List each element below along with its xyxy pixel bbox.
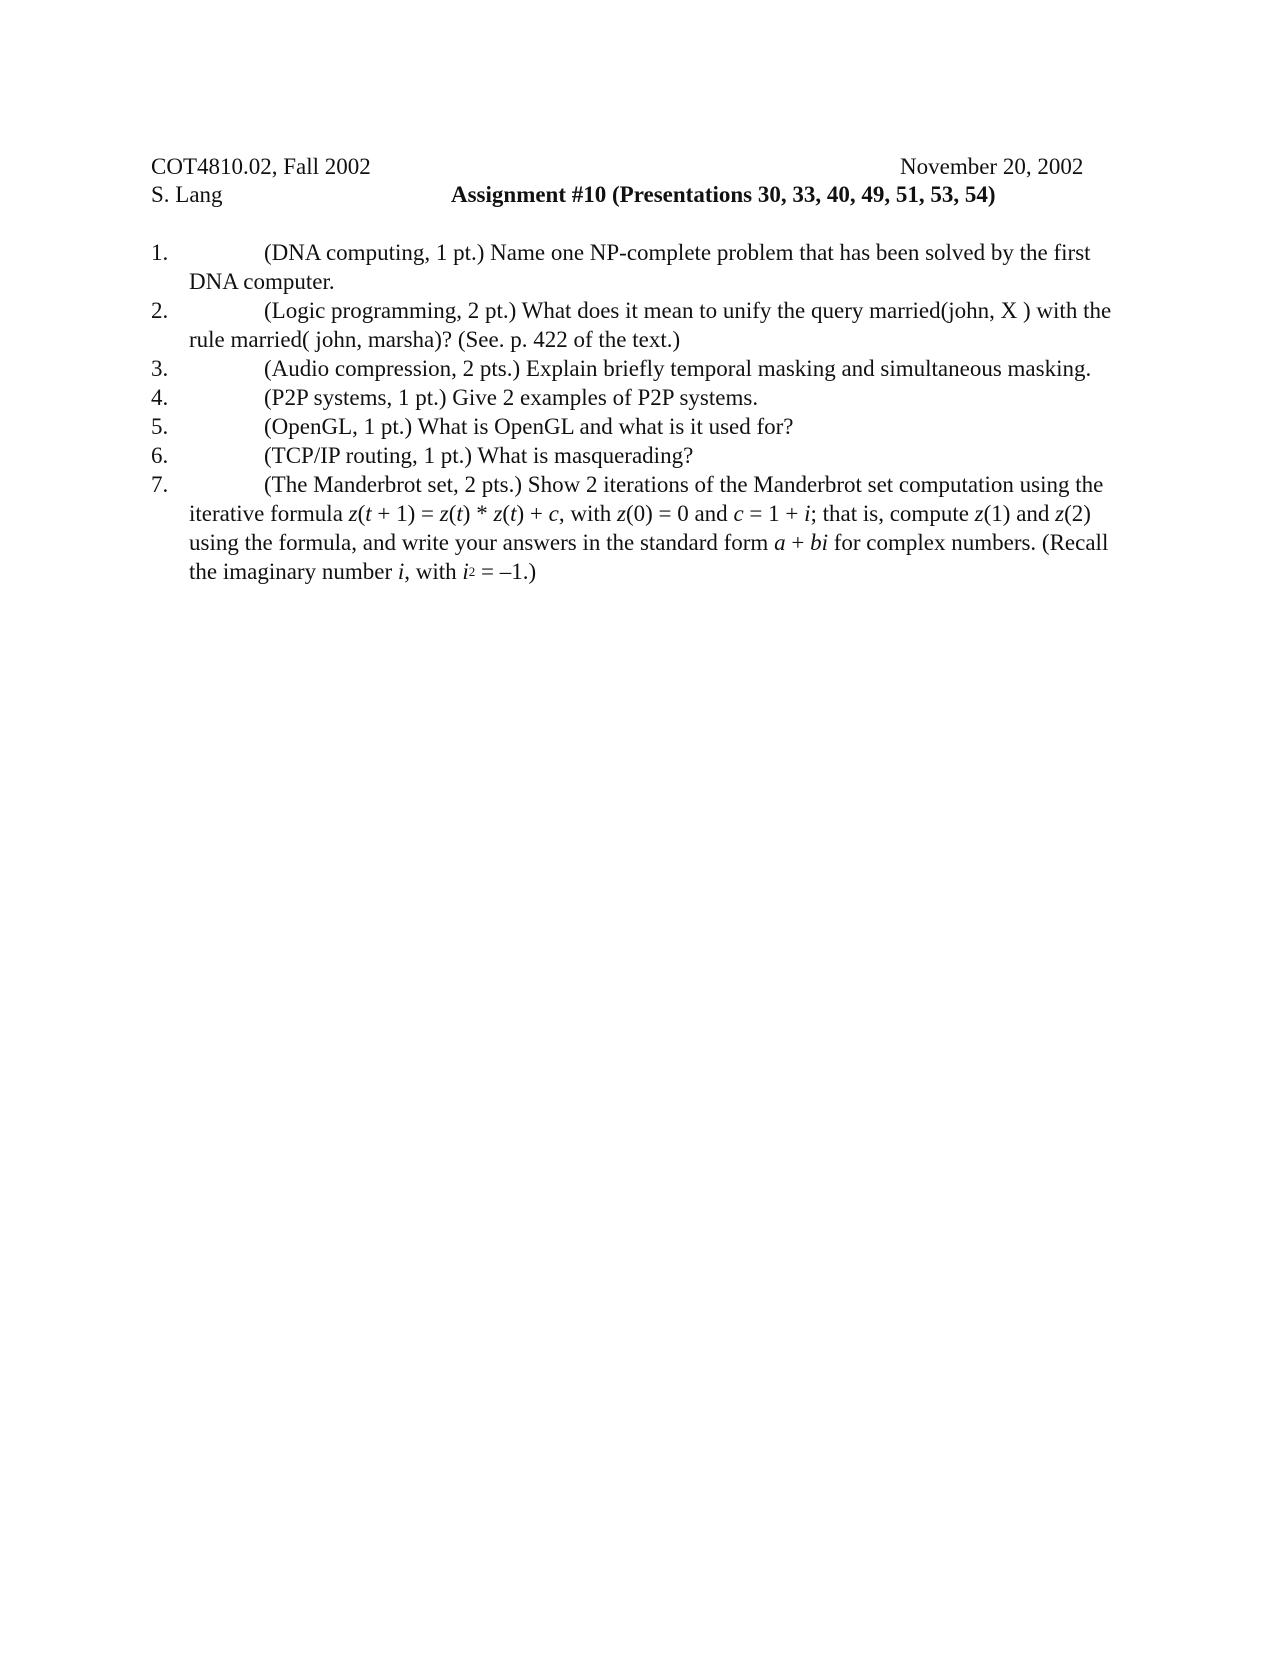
question-text: (The Manderbrot set, 2 pts.) Show 2 iterations of the Manderbrot set computation using the iterative formula z(t + 1) = z(t) * z(t) + c, with z(0) = 0 and c = 1 + i; that is, compute z(1) and z(2) using the formula, and write your answers in the standard form a + bi for complex numbers. (Recall the imaginary number i, with $i^2 = -1$.) xyxy=(189,472,1109,584)
question-text: (TCP/IP routing, 1 pt.) What is masquerading? xyxy=(264,443,694,468)
question-item xyxy=(151,470,1131,586)
date-label: November 20, 2002 xyxy=(900,154,1084,179)
question-text: (DNA computing, 1 pt.) Name one NP-complete problem that has been solved by the first DNA computer. xyxy=(189,240,1091,294)
question-number: 5. xyxy=(151,414,169,439)
question-item xyxy=(151,296,1131,354)
question-number: 1. xyxy=(151,240,169,265)
question-text: (Logic programming, 2 pt.) What does it mean to unify the query married(john, X ) with the rule married( john, marsha)? (See. p. 422 of the text.) xyxy=(189,298,1112,352)
question-text: (OpenGL, 1 pt.) What is OpenGL and what is it used for? xyxy=(264,414,794,439)
question-item xyxy=(151,412,1131,441)
course-label: COT4810.02, Fall 2002 xyxy=(151,154,371,179)
question-text: (P2P systems, 1 pt.) Give 2 examples of P2P systems. xyxy=(264,385,759,410)
question-list xyxy=(151,238,1131,586)
question-item xyxy=(151,441,1131,470)
question-item xyxy=(151,354,1131,383)
instructor-label: S. Lang xyxy=(151,182,223,207)
question-number: 3. xyxy=(151,356,169,381)
question-number: 7. xyxy=(151,472,169,497)
question-number: 4. xyxy=(151,385,169,410)
question-item xyxy=(151,238,1131,296)
question-text: (Audio compression, 2 pts.) Explain briefly temporal masking and simultaneous masking. xyxy=(264,356,1092,381)
question-number: 2. xyxy=(151,298,169,323)
question-number: 6. xyxy=(151,443,169,468)
assignment-title: Assignment #10 (Presentations 30, 33, 40, 49, 51, 53, 54) xyxy=(451,182,996,207)
question-item xyxy=(151,383,1131,412)
